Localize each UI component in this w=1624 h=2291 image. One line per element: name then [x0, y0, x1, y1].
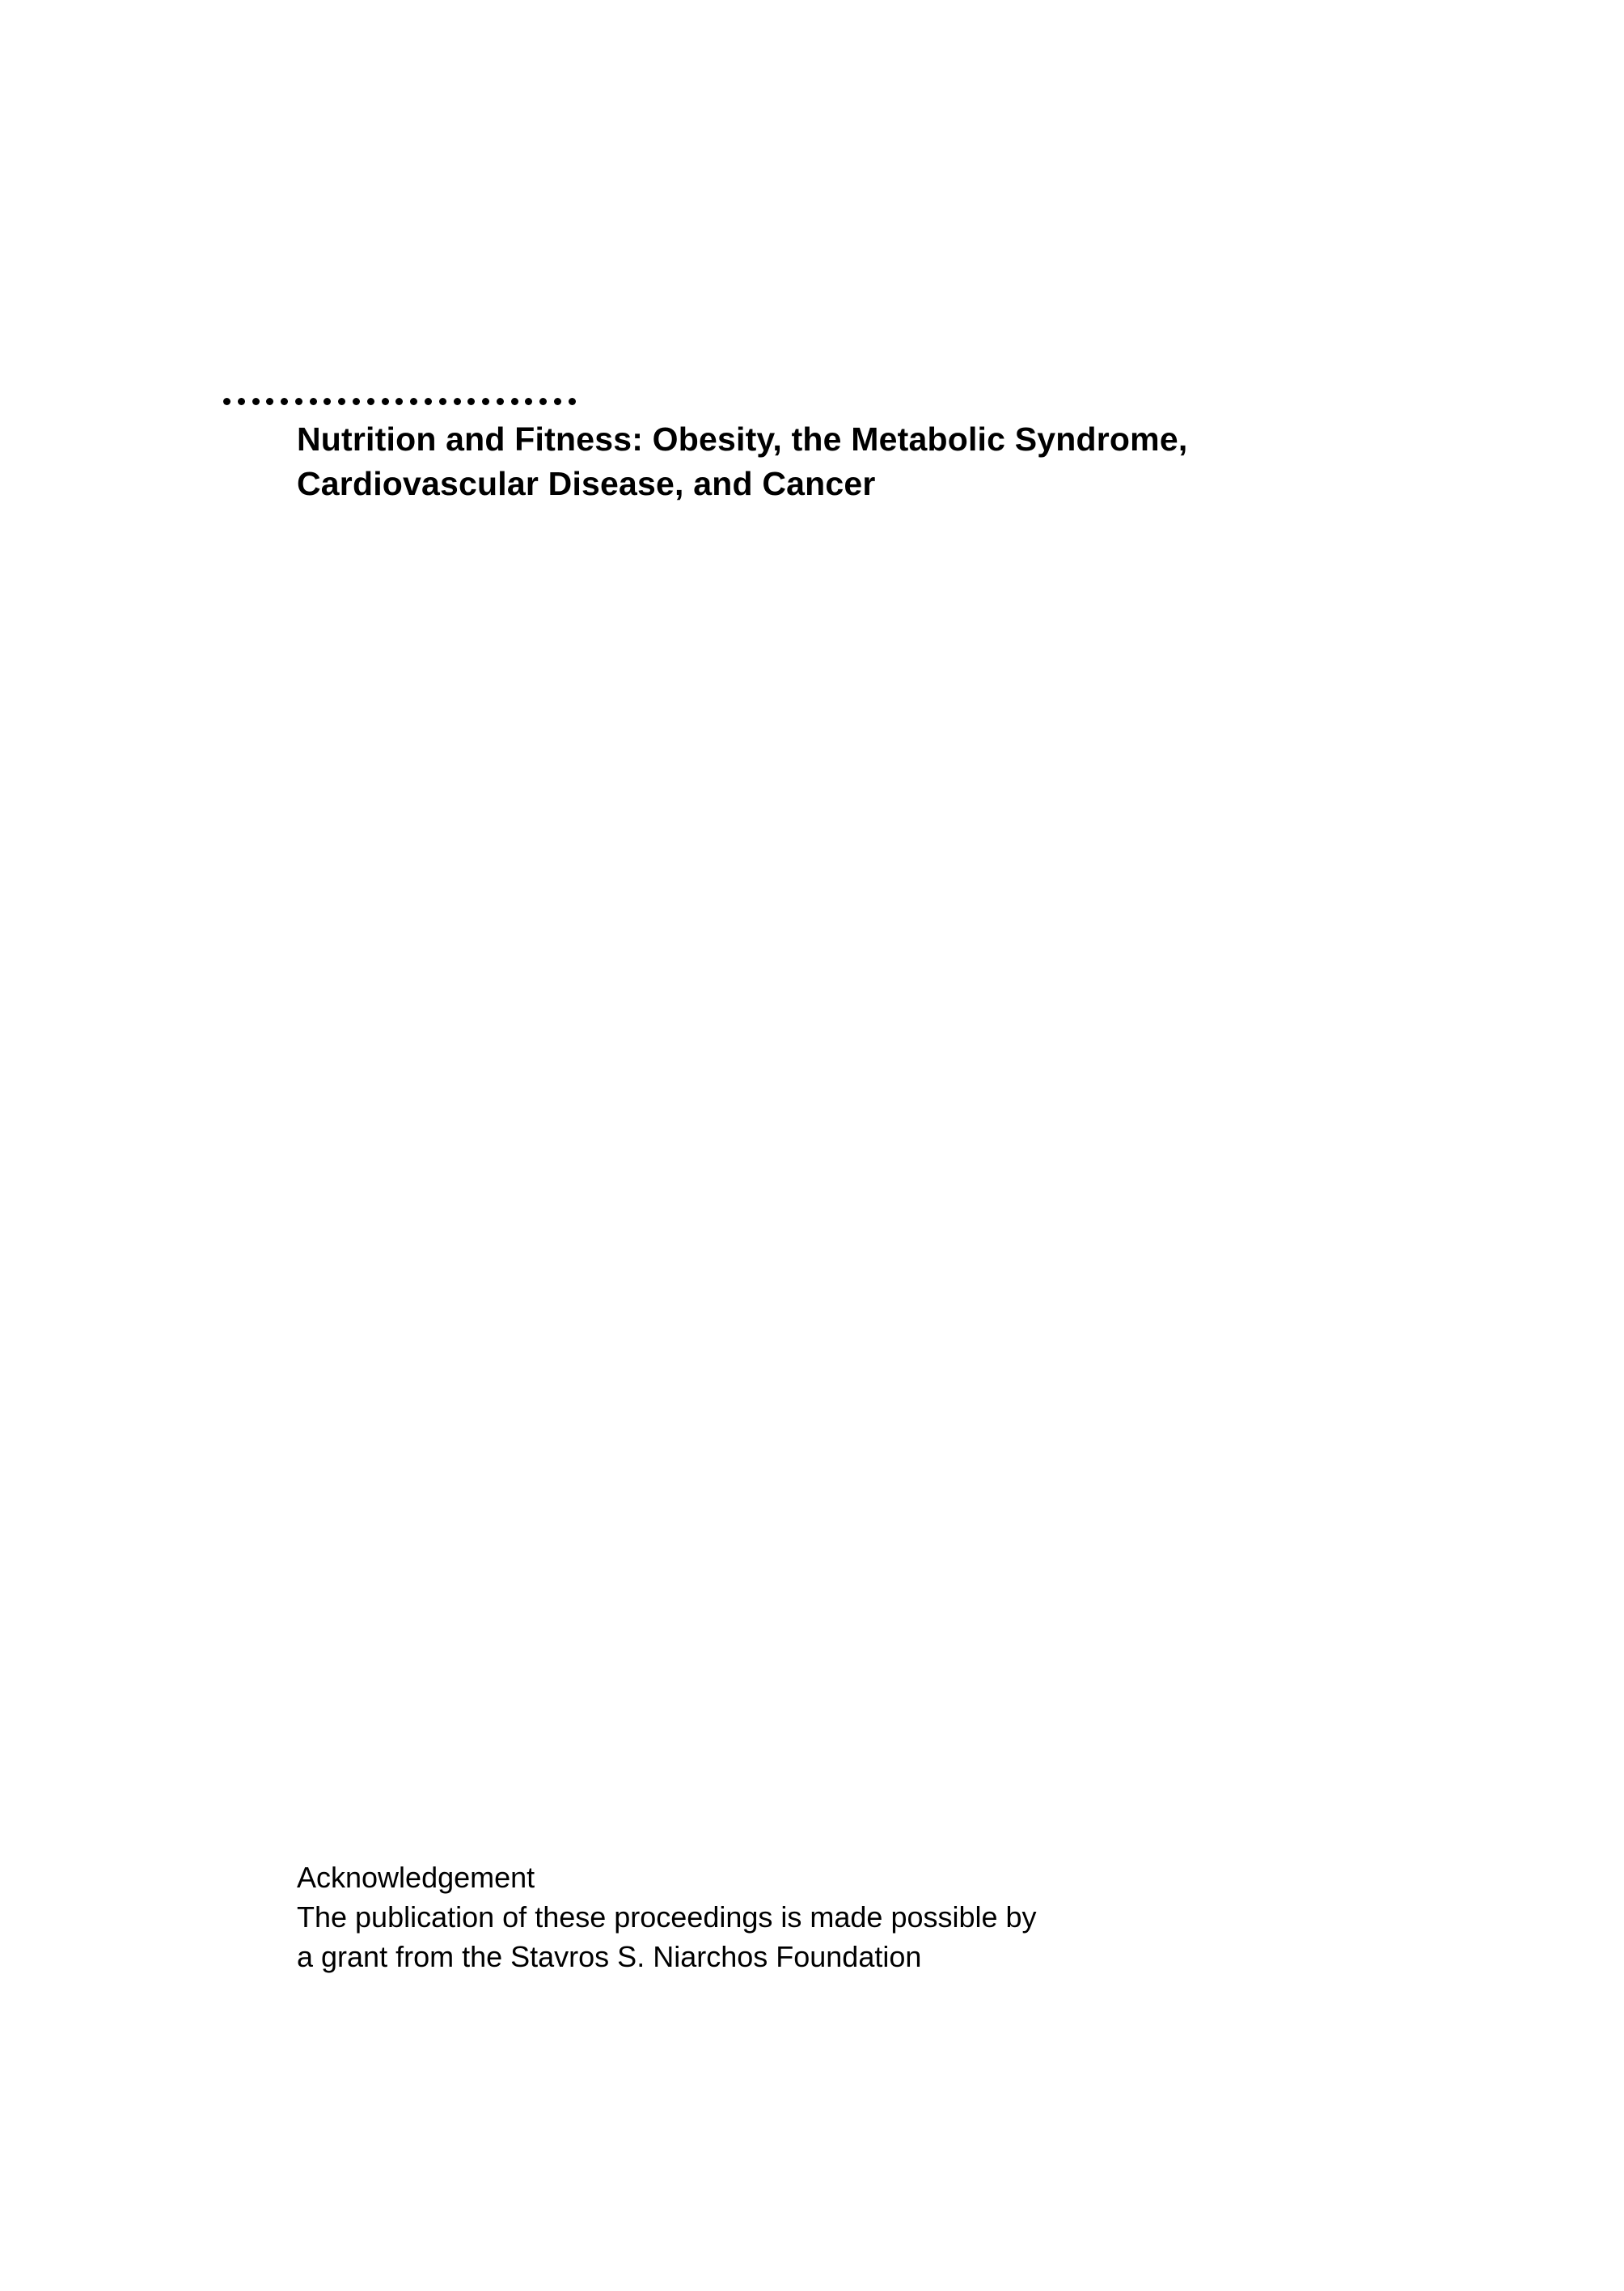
rule-dot	[525, 398, 532, 405]
book-title-line-1: Nutrition and Fitness: Obesity, the Metabolic Syndrome,	[297, 421, 1188, 458]
rule-dot	[353, 398, 360, 405]
book-title	[297, 417, 1267, 506]
rule-dot	[454, 398, 461, 405]
book-title-line-2: Cardiovascular Disease, and Cancer	[297, 465, 876, 502]
rule-dot	[439, 398, 446, 405]
rule-dot	[539, 398, 547, 405]
rule-dot	[482, 398, 489, 405]
rule-dot	[281, 398, 288, 405]
rule-dot	[338, 398, 345, 405]
acknowledgement-line-2: a grant from the Stavros S. Niarchos Foundation	[297, 1940, 922, 1973]
acknowledgement-line-1: The publication of these proceedings is made possible by	[297, 1900, 1037, 1934]
rule-dot	[238, 398, 245, 405]
rule-dot	[367, 398, 374, 405]
rule-dot	[467, 398, 475, 405]
rule-dot	[395, 398, 403, 405]
rule-dot	[382, 398, 389, 405]
rule-dot	[554, 398, 561, 405]
rule-dot	[266, 398, 273, 405]
dotted-rule	[223, 395, 576, 407]
acknowledgement-heading: Acknowledgement	[297, 1861, 535, 1894]
rule-dot	[310, 398, 317, 405]
rule-dot	[295, 398, 302, 405]
rule-dot	[410, 398, 417, 405]
rule-dot	[324, 398, 331, 405]
rule-dot	[569, 398, 576, 405]
rule-dot	[425, 398, 432, 405]
rule-dot	[252, 398, 260, 405]
rule-dot	[223, 398, 230, 405]
acknowledgement-block	[297, 1858, 1186, 1976]
rule-dot	[497, 398, 504, 405]
rule-dot	[511, 398, 518, 405]
